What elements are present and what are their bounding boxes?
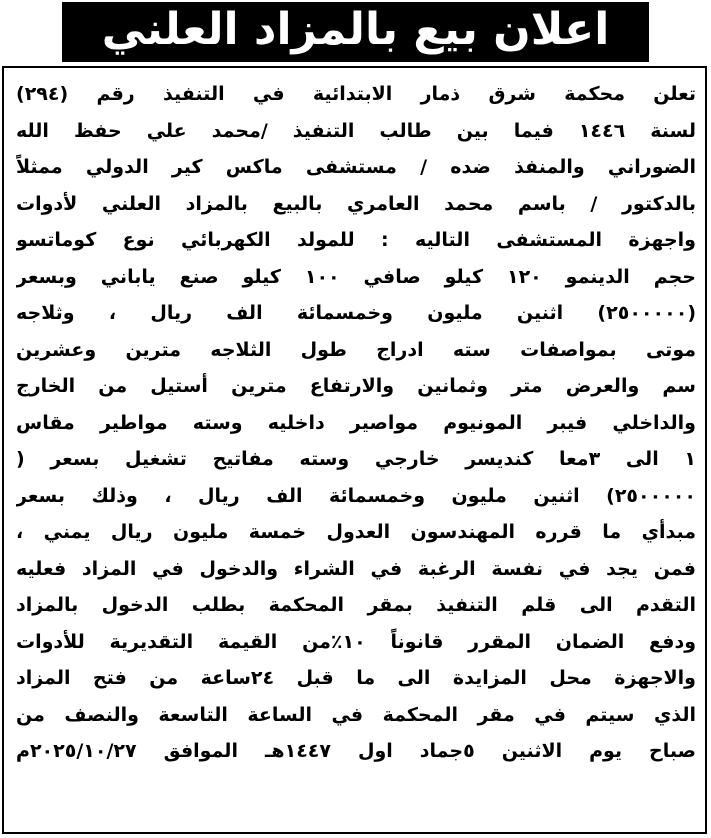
body-line: موتى بمواصفات سته ادراج طول الثلاجه مترين وعشرين — [16, 338, 696, 361]
notice-title: اعلان بيع بالمزاد العلني — [62, 2, 650, 62]
body-line: بالدكتور / باسم محمد العامري بالبيع بالمزاد العلني لأدوات — [16, 192, 696, 215]
body-line: تعلن محكمة شرق ذمار الابتدائية في التنفيذ رقم (٢٩٤) — [16, 83, 696, 105]
body-line: واجهزة المستشفى التاليه : للمولد الكهربائي نوع كوماتسو — [16, 229, 696, 251]
body-line: مبدأي ما قرره المهندسون العدول خمسة مليون ريال يمني ، — [16, 521, 696, 543]
body-line: الذي سيتم في مقر المحكمة في الساعة التاسعة والنصف من — [16, 703, 696, 726]
body-line: والاجهزة محل المزايدة الى ما قبل ٢٤ساعة من فتح المزاد — [16, 667, 696, 689]
body-line: والداخلي فيبر المونيوم مواصير داخليه وسته مواطير مقاس — [16, 411, 696, 434]
body-line: صباح يوم الاثنين ٥جماد اول ١٤٤٧هـ الموافق ٢٠٢٥/١٠/٢٧م — [16, 740, 696, 762]
body-line: ١ الى ٣معا كنديسر خارجي وسته مفاتيح تشغيل بسعر ( — [16, 448, 696, 470]
body-line: الضوراني والمنفذ ضده / مستشفى ماكس كير الدولي ممثلاً — [16, 156, 696, 178]
body-line: لسنة ١٤٤٦ فيما بين طالب التنفيذ /محمد علي حفظ الله — [16, 119, 696, 142]
body-line: ٢٥٠٠٠٠٠) اثنين مليون وخمسمائة الف ريال ، وذلك بسعر — [16, 484, 696, 507]
body-line: ودفع الضمان المقرر قانوناً ١٠٪من القيمة التقديرية للأدوات — [16, 630, 696, 653]
title-bar — [0, 0, 711, 64]
notice-body — [16, 76, 696, 770]
body-line: (٢٥٠٠٠٠٠) اثنين مليون وخمسمائة الف ريال ، وثلاجه — [16, 302, 696, 324]
body-line: التقدم الى قلم التنفيذ بمقر المحكمة بطلب الدخول بالمزاد — [16, 594, 696, 616]
body-line: حجم الدينمو ١٢٠ كيلو صافي ١٠٠ كيلو صنع ياباني وبسعر — [16, 265, 696, 288]
body-line: سم والعرض متر وثمانين والارتفاع مترين أستيل من الخارج — [16, 375, 696, 397]
body-line: فمن يجد في نفسة الرغبة في الشراء والدخول في المزاد فعليه — [16, 557, 696, 580]
